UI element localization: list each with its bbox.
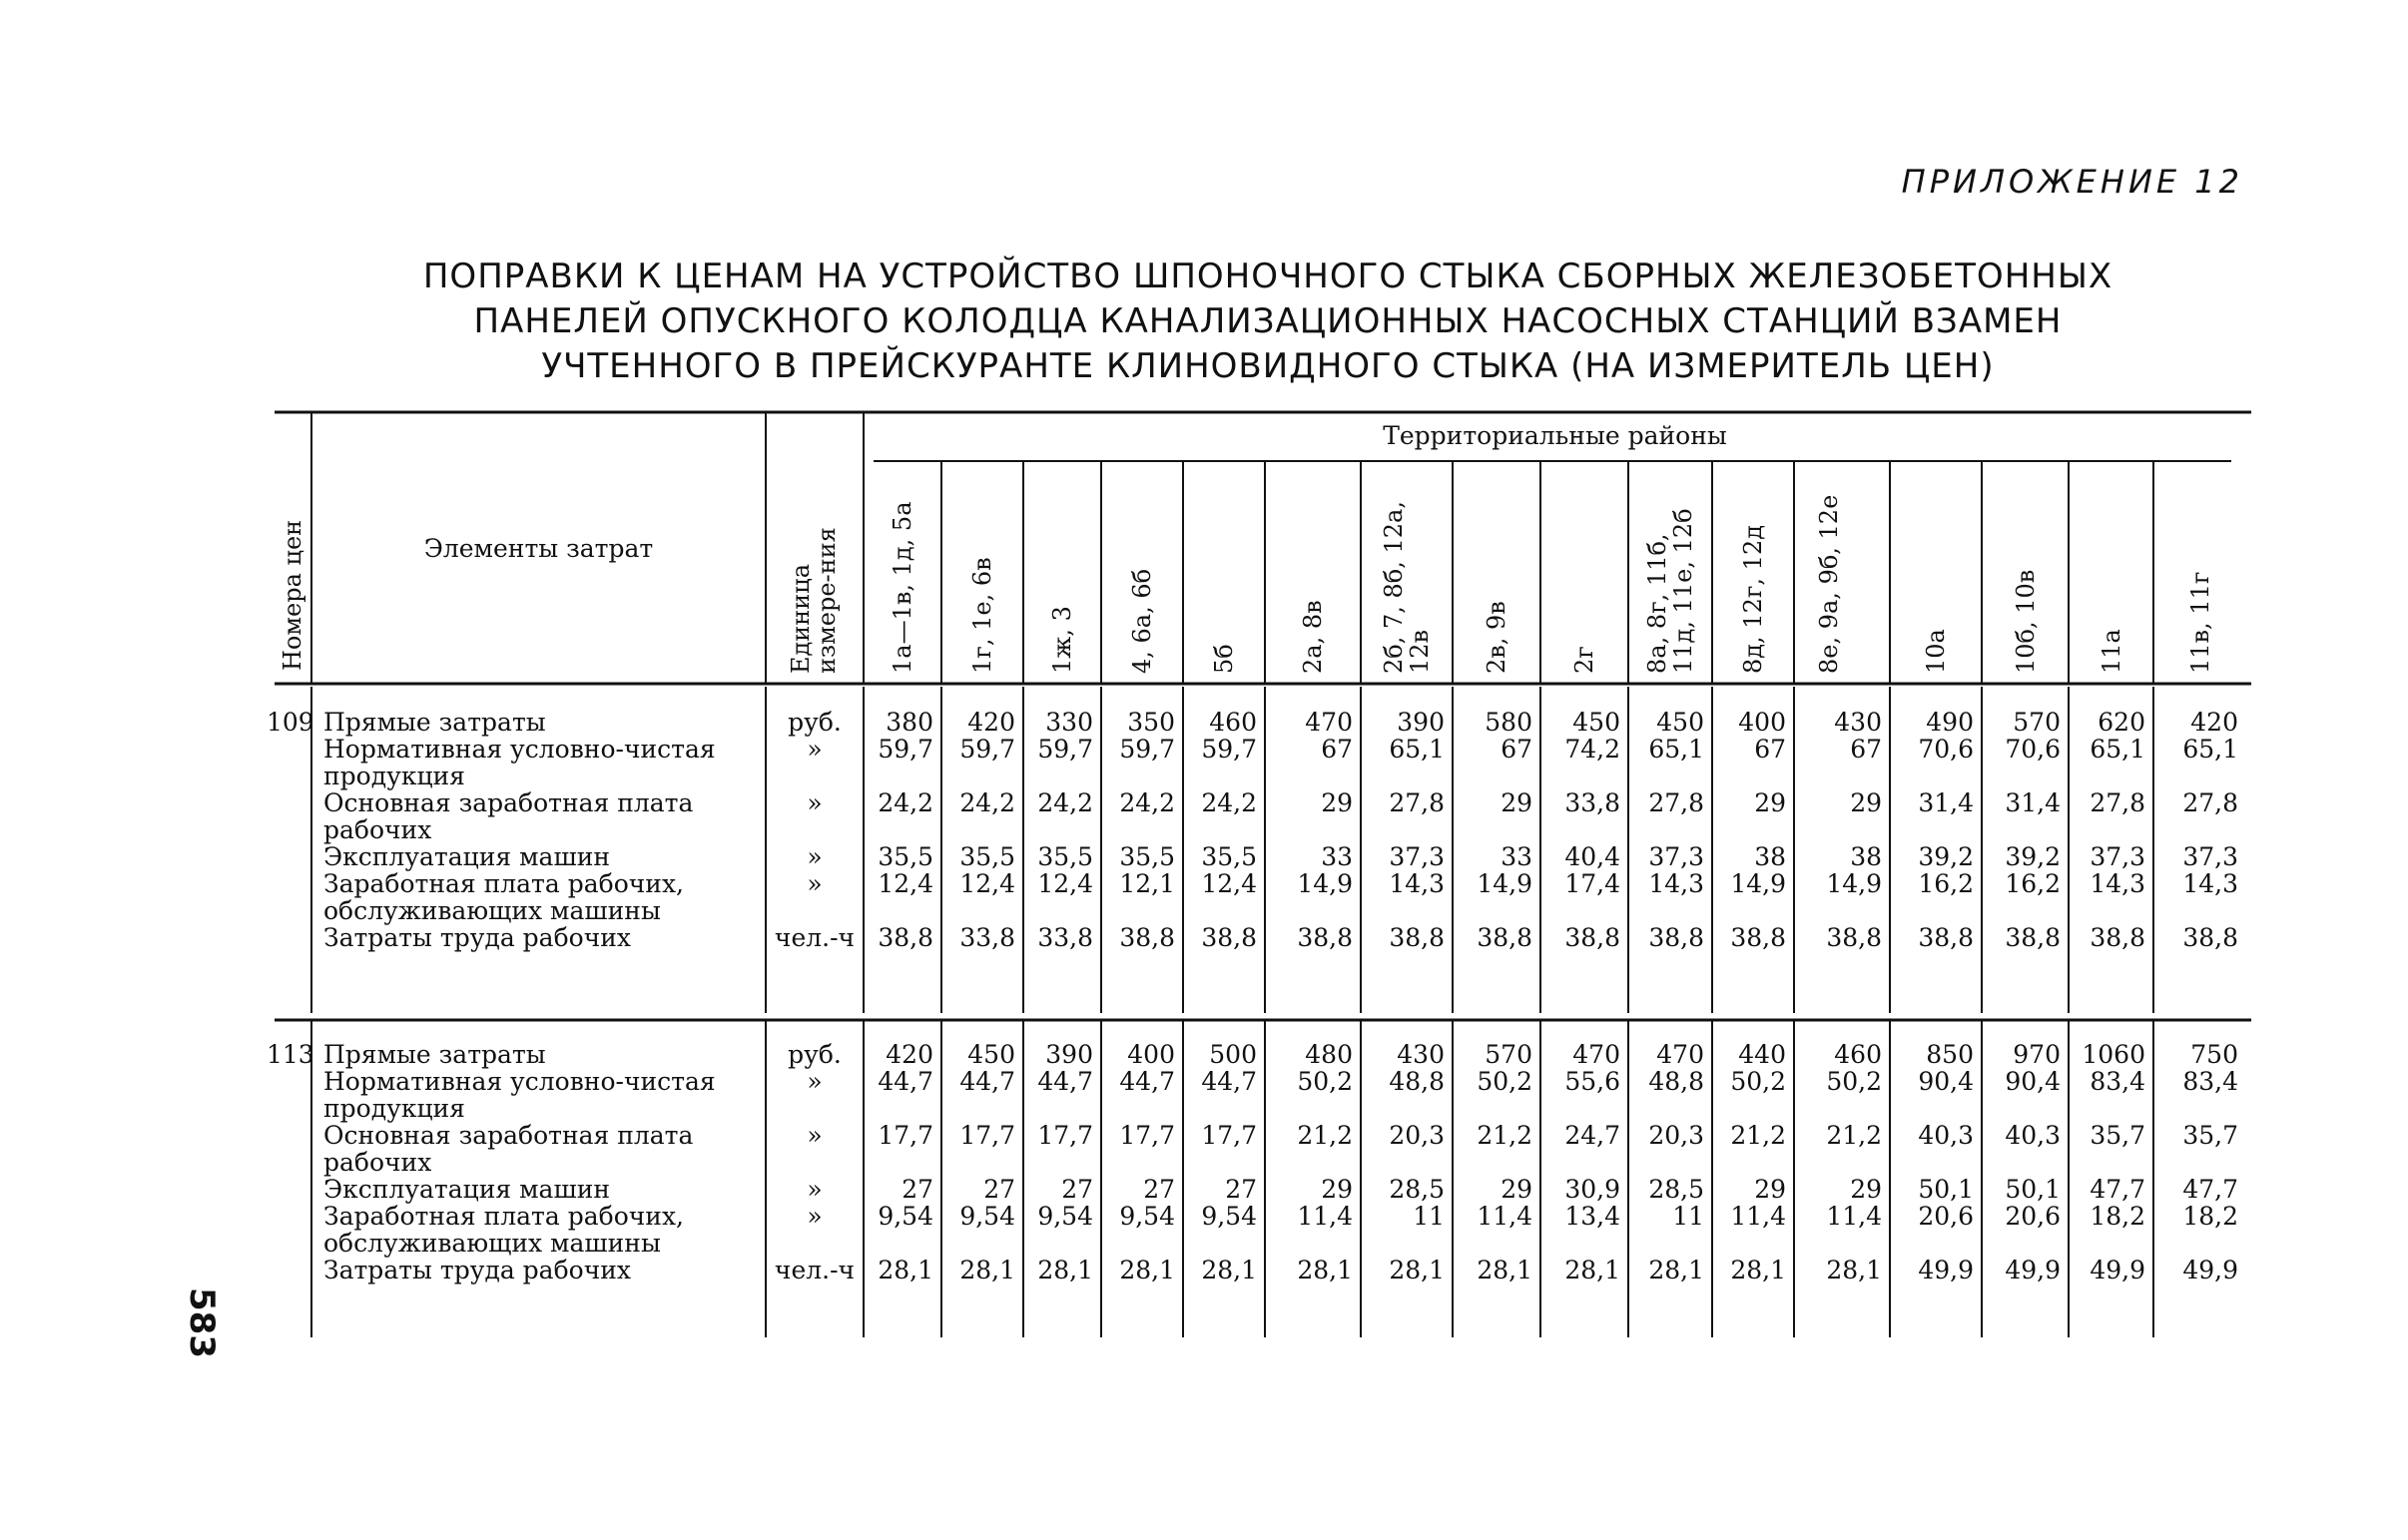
table-cell-value: 9,54: [1119, 1202, 1175, 1231]
table-cell-value: 12,4: [878, 869, 933, 898]
table-cell-value: 28,1: [1389, 1256, 1445, 1284]
cost-element-label: обслуживающих машины: [323, 896, 661, 925]
table-cell-value: 59,7: [1037, 735, 1093, 764]
document-title: [290, 255, 2246, 389]
table-cell-value: 390: [1045, 1040, 1093, 1069]
header-region: 1ж, 3: [1048, 606, 1076, 674]
table-cell-value: 750: [2190, 1040, 2238, 1069]
table-cell-value: 38,8: [1648, 923, 1704, 952]
table-cell-value: 83,4: [2090, 1067, 2145, 1096]
table-cell-value: 28,1: [1037, 1256, 1093, 1284]
table-cell-value: 29: [1501, 1175, 1532, 1204]
table-cell-value: 37,3: [1389, 842, 1445, 871]
table-cell-value: 28,1: [1826, 1256, 1882, 1284]
table-cell-value: 420: [967, 708, 1015, 737]
cost-element-label: Эксплуатация машин: [323, 842, 611, 871]
table-cell-value: 400: [1738, 708, 1786, 737]
table-cell-value: 50,2: [1730, 1067, 1786, 1096]
table-cell-value: 90,4: [2005, 1067, 2061, 1096]
header-region: 2в, 9в: [1483, 601, 1510, 674]
table-cell-value: 70,6: [2005, 735, 2061, 764]
table-cell-value: 490: [1926, 708, 1974, 737]
table-cell-value: 49,9: [2090, 1256, 2145, 1284]
table-cell-value: 65,1: [2090, 735, 2145, 764]
cost-element-label: обслуживающих машины: [323, 1229, 661, 1258]
table-cell-value: 28,1: [1564, 1256, 1620, 1284]
table-cell-value: 430: [1834, 708, 1882, 737]
header-region: 1а—1в, 1д, 5а: [889, 501, 916, 674]
table-cell-value: 14,3: [2182, 869, 2238, 898]
table-cell-value: 28,1: [959, 1256, 1015, 1284]
table-cell-value: 28,1: [1119, 1256, 1175, 1284]
cost-element-label: Нормативная условно-чистая: [323, 735, 716, 764]
price-corrections-table: [267, 409, 2251, 1367]
table-cell-value: 11,4: [1826, 1202, 1882, 1231]
table-cell-value: 17,7: [1037, 1121, 1093, 1150]
appendix-label: ПРИЛОЖЕНИЕ 12: [1901, 163, 2243, 201]
table-cell-value: 28,1: [1477, 1256, 1532, 1284]
table-cell-value: 30,9: [1564, 1175, 1620, 1204]
unit-of-measure: »: [807, 788, 823, 817]
cost-element-label: Заработная плата рабочих,: [323, 869, 684, 898]
header-region: 10б, 10в: [2011, 569, 2040, 674]
table-cell-value: 27,8: [2182, 788, 2238, 817]
header-region: 1г, 1е, 6в: [968, 557, 996, 674]
header-elements: Элементы затрат: [423, 534, 654, 563]
table-cell-value: 47,7: [2182, 1175, 2238, 1204]
table-cell-value: 11,4: [1297, 1202, 1353, 1231]
table-cell-value: 28,1: [1297, 1256, 1353, 1284]
table-cell-value: 450: [1656, 708, 1704, 737]
table-cell-value: 11,4: [1730, 1202, 1786, 1231]
table-cell-value: 1060: [2082, 1040, 2145, 1069]
table-cell-value: 850: [1926, 1040, 1974, 1069]
table-cell-value: 24,2: [1201, 788, 1257, 817]
header-region: 10а: [1922, 629, 1950, 674]
table-cell-value: 31,4: [2005, 788, 2061, 817]
table-cell-value: 21,2: [1826, 1121, 1882, 1150]
unit-of-measure: »: [807, 1202, 823, 1231]
table-cell-value: 14,9: [1477, 869, 1532, 898]
table-cell-value: 33,8: [959, 923, 1015, 952]
table-cell-value: 16,2: [1918, 869, 1974, 898]
cost-element-label: Основная заработная плата: [323, 788, 694, 817]
table-cell-value: 17,7: [1201, 1121, 1257, 1150]
table-cell-value: 20,3: [1648, 1121, 1704, 1150]
unit-of-measure: »: [807, 735, 823, 764]
table-cell-value: 390: [1397, 708, 1445, 737]
table-cell-value: 38,8: [1201, 923, 1257, 952]
table-cell-value: 17,7: [959, 1121, 1015, 1150]
table-cell-value: 470: [1656, 1040, 1704, 1069]
table-cell-value: 29: [1321, 788, 1353, 817]
table-cell-value: 18,2: [2182, 1202, 2238, 1231]
table-cell-value: 38,8: [878, 923, 933, 952]
table-cell-value: 14,9: [1297, 869, 1353, 898]
table-cell-value: 29: [1850, 788, 1882, 817]
table-cell-value: 11: [1413, 1202, 1445, 1231]
table-cell-value: 570: [2013, 708, 2061, 737]
table-cell-value: 38,8: [1826, 923, 1882, 952]
table-cell-value: 37,3: [2090, 842, 2145, 871]
table-cell-value: 17,7: [878, 1121, 933, 1150]
table-cell-value: 35,5: [878, 842, 933, 871]
table-cell-value: 33: [1501, 842, 1532, 871]
cost-element-label: Затраты труда рабочих: [323, 923, 631, 952]
cost-element-label: продукция: [323, 762, 465, 790]
table-cell-value: 49,9: [2005, 1256, 2061, 1284]
table-cell-value: 29: [1754, 788, 1786, 817]
title-line: ПАНЕЛЕЙ ОПУСКНОГО КОЛОДЦА КАНАЛИЗАЦИОННЫХ НАСОСНЫХ СТАНЦИЙ ВЗАМЕН: [473, 301, 2063, 341]
header-region: 2б, 7, 8б, 12а, 12в: [1380, 501, 1434, 674]
table-cell-value: 18,2: [2090, 1202, 2145, 1231]
header-region: 8е, 9а, 9б, 12е: [1815, 494, 1843, 674]
table-cell-value: 55,6: [1564, 1067, 1620, 1096]
table-cell-value: 59,7: [959, 735, 1015, 764]
unit-of-measure: руб.: [788, 1040, 842, 1069]
table-cell-value: 38,8: [1297, 923, 1353, 952]
table-cell-value: 39,2: [1918, 842, 1974, 871]
table-cell-value: 14,3: [1389, 869, 1445, 898]
table-cell-value: 29: [1501, 788, 1532, 817]
table-cell-value: 44,7: [1119, 1067, 1175, 1096]
table-cell-value: 74,2: [1564, 735, 1620, 764]
unit-of-measure: чел.-ч: [774, 923, 856, 952]
table-cell-value: 59,7: [878, 735, 933, 764]
table-cell-value: 28,5: [1648, 1175, 1704, 1204]
table-cell-value: 40,4: [1564, 842, 1620, 871]
price-number: 109: [267, 708, 314, 737]
table-cell-value: 28,5: [1389, 1175, 1445, 1204]
table-cell-value: 35,7: [2182, 1121, 2238, 1150]
header-region: 11в, 11г: [2185, 571, 2214, 674]
table-cell-value: 35,5: [1037, 842, 1093, 871]
table-cell-value: 44,7: [1201, 1067, 1257, 1096]
table-cell-value: 47,7: [2090, 1175, 2145, 1204]
table-cell-value: 13,4: [1564, 1202, 1620, 1231]
table-cell-value: 27: [1061, 1175, 1093, 1204]
table-cell-value: 37,3: [1648, 842, 1704, 871]
table-cell-value: 470: [1572, 1040, 1620, 1069]
table-cell-value: 27: [902, 1175, 933, 1204]
table-cell-value: 28,1: [1730, 1256, 1786, 1284]
table-cell-value: 16,2: [2005, 869, 2061, 898]
unit-of-measure: руб.: [788, 708, 842, 737]
table-cell-value: 24,2: [959, 788, 1015, 817]
table-cell-value: 90,4: [1918, 1067, 1974, 1096]
header-region: 2а, 8в: [1299, 600, 1327, 674]
table-cell-value: 50,1: [2005, 1175, 2061, 1204]
table-cell-value: 450: [1572, 708, 1620, 737]
table-cell-value: 37,3: [2182, 842, 2238, 871]
table-cell-value: 83,4: [2182, 1067, 2238, 1096]
table-cell-value: 40,3: [1918, 1121, 1974, 1150]
table-cell-value: 38,8: [1389, 923, 1445, 952]
table-cell-value: 11: [1672, 1202, 1704, 1231]
table-cell-value: 330: [1045, 708, 1093, 737]
table-cell-value: 50,2: [1477, 1067, 1532, 1096]
table-cell-value: 9,54: [1201, 1202, 1257, 1231]
table-cell-value: 440: [1738, 1040, 1786, 1069]
table-cell-value: 29: [1754, 1175, 1786, 1204]
cost-element-label: Эксплуатация машин: [323, 1175, 611, 1204]
header-price-number: Номера цен: [279, 519, 306, 671]
table-cell-value: 59,7: [1201, 735, 1257, 764]
table-cell-value: 570: [1485, 1040, 1532, 1069]
cost-element-label: продукция: [323, 1094, 465, 1123]
table-cell-value: 65,1: [1648, 735, 1704, 764]
header-region: 2г: [1570, 646, 1598, 674]
table-cell-value: 580: [1485, 708, 1532, 737]
cost-element-label: рабочих: [323, 815, 432, 844]
table-cell-value: 49,9: [2182, 1256, 2238, 1284]
table-cell-value: 460: [1209, 708, 1257, 737]
header-regions-title: Территориальные районы: [1383, 421, 1727, 450]
table-cell-value: 28,1: [878, 1256, 933, 1284]
table-cell-value: 48,8: [1648, 1067, 1704, 1096]
table-cell-value: 29: [1321, 1175, 1353, 1204]
table-cell-value: 33: [1321, 842, 1353, 871]
table-cell-value: 38,8: [1918, 923, 1974, 952]
header-region: 5б: [1210, 644, 1238, 674]
table-cell-value: 24,2: [1037, 788, 1093, 817]
table-cell-value: 20,3: [1389, 1121, 1445, 1150]
table-cell-value: 28,1: [1648, 1256, 1704, 1284]
unit-of-measure: »: [807, 1121, 823, 1150]
unit-of-measure: »: [807, 1175, 823, 1204]
table-cell-value: 67: [1850, 735, 1882, 764]
table-cell-value: 33,8: [1564, 788, 1620, 817]
table-cell-value: 420: [2190, 708, 2238, 737]
table-cell-value: 9,54: [878, 1202, 933, 1231]
table-cell-value: 450: [967, 1040, 1015, 1069]
page-number: 583: [182, 1287, 222, 1358]
unit-of-measure: »: [807, 842, 823, 871]
table-cell-value: 460: [1834, 1040, 1882, 1069]
table-cell-value: 38: [1754, 842, 1786, 871]
header-region: 4, 6а, 6б: [1128, 568, 1156, 674]
cost-element-label: Нормативная условно-чистая: [323, 1067, 716, 1096]
table-cell-value: 38: [1850, 842, 1882, 871]
table-cell-value: 9,54: [959, 1202, 1015, 1231]
title-line: ПОПРАВКИ К ЦЕНАМ НА УСТРОЙСТВО ШПОНОЧНОГО СТЫКА СБОРНЫХ ЖЕЛЕЗОБЕТОННЫХ: [422, 257, 2113, 296]
table-cell-value: 27: [1143, 1175, 1175, 1204]
table-cell-value: 38,8: [1119, 923, 1175, 952]
table-cell-value: 970: [2013, 1040, 2061, 1069]
table-cell-value: 48,8: [1389, 1067, 1445, 1096]
table-cell-value: 470: [1305, 708, 1353, 737]
header-region: 8а, 8г, 11б, 11д, 11е, 12б: [1643, 508, 1697, 674]
table-cell-value: 620: [2098, 708, 2145, 737]
table-cell-value: 350: [1127, 708, 1175, 737]
table-cell-value: 49,9: [1918, 1256, 1974, 1284]
table-cell-value: 35,5: [1119, 842, 1175, 871]
table-cell-value: 44,7: [959, 1067, 1015, 1096]
table-cell-value: 70,6: [1918, 735, 1974, 764]
cost-element-label: рабочих: [323, 1148, 432, 1177]
table-cell-value: 24,2: [878, 788, 933, 817]
table-cell-value: 40,3: [2005, 1121, 2061, 1150]
table-cell-value: 27,8: [1648, 788, 1704, 817]
table-cell-value: 50,2: [1297, 1067, 1353, 1096]
table-cell-value: 12,4: [959, 869, 1015, 898]
table-cell-value: 50,1: [1918, 1175, 1974, 1204]
table-cell-value: 380: [886, 708, 933, 737]
table-cell-value: 27,8: [2090, 788, 2145, 817]
table-cell-value: 14,9: [1826, 869, 1882, 898]
table-cell-value: 38,8: [1730, 923, 1786, 952]
table-cell-value: 27,8: [1389, 788, 1445, 817]
table-cell-value: 20,6: [2005, 1202, 2061, 1231]
table-cell-value: 480: [1305, 1040, 1353, 1069]
table-cell-value: 400: [1127, 1040, 1175, 1069]
table-cell-value: 17,7: [1119, 1121, 1175, 1150]
table-cell-value: 12,4: [1037, 869, 1093, 898]
table-cell-value: 24,2: [1119, 788, 1175, 817]
cost-element-label: Прямые затраты: [323, 708, 546, 737]
table-cell-value: 29: [1850, 1175, 1882, 1204]
table-cell-value: 31,4: [1918, 788, 1974, 817]
table-cell-value: 39,2: [2005, 842, 2061, 871]
table-cell-value: 35,5: [1201, 842, 1257, 871]
table-cell-value: 35,5: [959, 842, 1015, 871]
table-cell-value: 50,2: [1826, 1067, 1882, 1096]
cost-element-label: Основная заработная плата: [323, 1121, 694, 1150]
table-cell-value: 500: [1209, 1040, 1257, 1069]
table-cell-value: 38,8: [2182, 923, 2238, 952]
table-cell-value: 430: [1397, 1040, 1445, 1069]
table-cell-value: 28,1: [1201, 1256, 1257, 1284]
table-cell-value: 9,54: [1037, 1202, 1093, 1231]
header-region: 8д, 12г, 12д: [1739, 525, 1767, 674]
header-region: 11а: [2097, 629, 2125, 674]
title-line: УЧТЕННОГО В ПРЕЙСКУРАНТЕ КЛИНОВИДНОГО СТЫКА (НА ИЗМЕРИТЕЛЬ ЦЕН): [541, 346, 1995, 386]
table-cell-value: 21,2: [1297, 1121, 1353, 1150]
table-cell-value: 21,2: [1730, 1121, 1786, 1150]
table-cell-value: 67: [1501, 735, 1532, 764]
cost-element-label: Прямые затраты: [323, 1040, 546, 1069]
table-cell-value: 65,1: [2182, 735, 2238, 764]
table-cell-value: 38,8: [2005, 923, 2061, 952]
table-cell-value: 35,7: [2090, 1121, 2145, 1150]
table-cell-value: 38,8: [1564, 923, 1620, 952]
cost-element-label: Заработная плата рабочих,: [323, 1202, 684, 1231]
table-cell-value: 27: [1225, 1175, 1257, 1204]
table-cell-value: 67: [1754, 735, 1786, 764]
table-cell-value: 12,1: [1119, 869, 1175, 898]
table-cell-value: 21,2: [1477, 1121, 1532, 1150]
table-cell-value: 14,9: [1730, 869, 1786, 898]
table-cell-value: 17,4: [1564, 869, 1620, 898]
table-cell-value: 44,7: [1037, 1067, 1093, 1096]
table-cell-value: 420: [886, 1040, 933, 1069]
table-cell-value: 20,6: [1918, 1202, 1974, 1231]
table-cell-value: 27: [983, 1175, 1015, 1204]
table-cell-value: 67: [1321, 735, 1353, 764]
price-number: 113: [267, 1040, 314, 1069]
header-unit: Единица измере-ния: [787, 527, 841, 674]
table-cell-value: 38,8: [2090, 923, 2145, 952]
unit-of-measure: чел.-ч: [774, 1256, 856, 1284]
cost-element-label: Затраты труда рабочих: [323, 1256, 631, 1284]
table-cell-value: 65,1: [1389, 735, 1445, 764]
table-cell-value: 33,8: [1037, 923, 1093, 952]
table-cell-value: 44,7: [878, 1067, 933, 1096]
unit-of-measure: »: [807, 869, 823, 898]
unit-of-measure: »: [807, 1067, 823, 1096]
table-cell-value: 14,3: [1648, 869, 1704, 898]
table-cell-value: 24,7: [1564, 1121, 1620, 1150]
table-cell-value: 59,7: [1119, 735, 1175, 764]
table-cell-value: 11,4: [1477, 1202, 1532, 1231]
table-cell-value: 14,3: [2090, 869, 2145, 898]
table-cell-value: 38,8: [1477, 923, 1532, 952]
table-cell-value: 12,4: [1201, 869, 1257, 898]
